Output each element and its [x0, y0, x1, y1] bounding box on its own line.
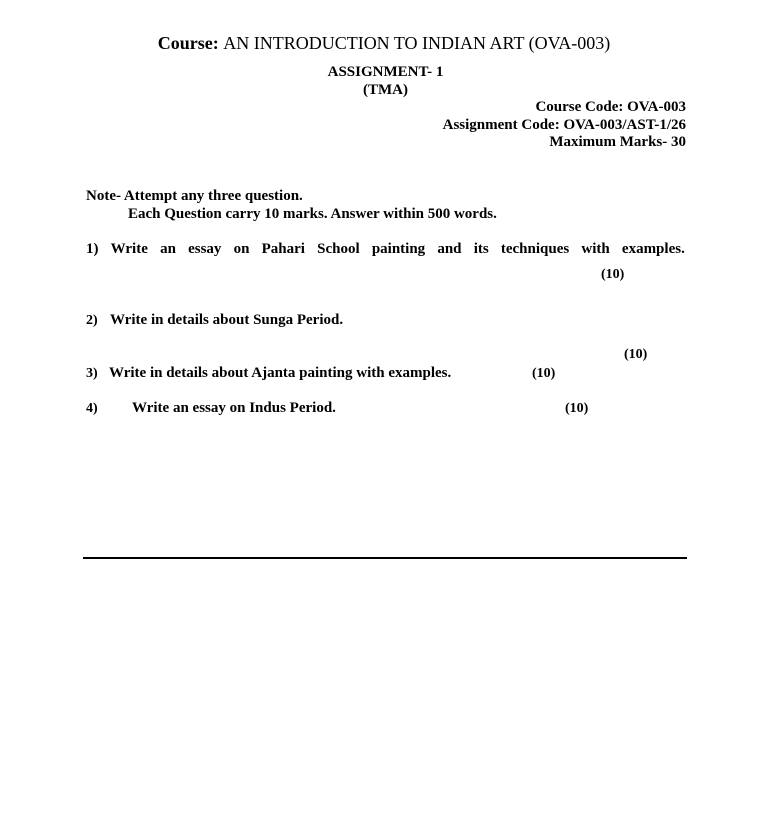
- question-1-text: [86, 241, 685, 258]
- question-1-word: Write: [110, 241, 148, 257]
- question-1-word: with: [581, 241, 610, 257]
- question-1-word: examples.: [621, 241, 685, 257]
- question-4-marks: (10): [565, 401, 589, 416]
- question-1-word: its: [473, 241, 489, 257]
- question-2-text: Write in details about Sunga Period.: [110, 312, 344, 328]
- question-1-marks: (10): [601, 267, 625, 282]
- question-1-word: Pahari: [261, 241, 305, 257]
- question-4-text: Write an essay on Indus Period.: [132, 400, 336, 416]
- note-instructions: Each Question carry 10 marks. Answer within 500 words.: [128, 206, 497, 222]
- course-title: [0, 33, 768, 54]
- course-title-name: AN INTRODUCTION TO INDIAN ART (OVA-003): [223, 33, 611, 53]
- assignment-code: Assignment Code: OVA-003/AST-1/26: [442, 117, 686, 133]
- assignment-label: ASSIGNMENT- 1: [327, 64, 444, 80]
- maximum-marks: Maximum Marks- 30: [549, 134, 686, 150]
- question-4-number: 4): [86, 401, 98, 416]
- course-code: Course Code: OVA-003: [535, 99, 686, 115]
- question-1-word: and: [437, 241, 462, 257]
- question-1-number: 1): [86, 241, 99, 257]
- horizontal-divider: [83, 557, 687, 559]
- question-3-marks: (10): [532, 366, 556, 381]
- question-1-word: techniques: [500, 241, 570, 257]
- note-line: [86, 188, 303, 205]
- note-prefix: Note-: [86, 188, 121, 204]
- question-1-word: on: [233, 241, 250, 257]
- tma-label: (TMA): [363, 82, 408, 98]
- question-1-word: School: [317, 241, 360, 257]
- question-3-number: 3): [86, 366, 98, 381]
- question-3-text: Write in details about Ajanta painting with examples.: [109, 365, 452, 381]
- question-1-word: painting: [371, 241, 426, 257]
- question-1-word: essay: [188, 241, 222, 257]
- note-text: Attempt any three question.: [120, 188, 303, 204]
- question-2-marks: (10): [624, 347, 648, 362]
- question-2-number: 2): [86, 313, 98, 328]
- question-1-word: an: [160, 241, 176, 257]
- course-title-prefix: Course:: [157, 33, 224, 53]
